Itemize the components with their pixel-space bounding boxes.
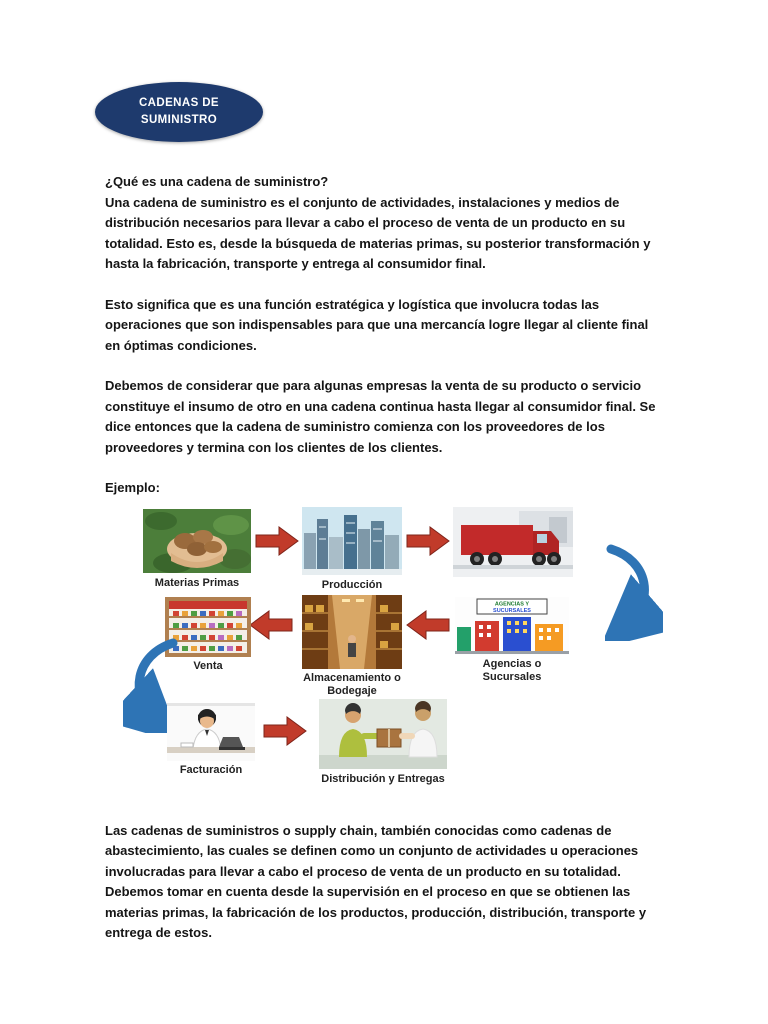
step-label-almacenamiento: Almacenamiento o Bodegaje bbox=[303, 671, 401, 697]
paragraph-definition: Una cadena de suministro es el conjunto de actividades, instalaciones y medios de distribución necesarios para llevar a cabo el proceso de venta de un producto en su totalidad. Esto es, desde la búsqueda de materias primas, su posterior transformación y hasta la fabricación, transporte y entrega al consumidor final. bbox=[105, 194, 651, 271]
example-label: Ejemplo: bbox=[105, 480, 160, 495]
title-badge-line2: SUMINISTRO bbox=[140, 114, 218, 126]
step-label-venta: Venta bbox=[193, 659, 223, 672]
materias-primas-photo bbox=[143, 509, 251, 573]
paragraph-closing: Las cadenas de suministros o supply chain, también conocidas como cadenas de abastecimiento, las cuales se definen como un conjunto de actividades u operaciones involucradas para llevar a cabo el proceso de venta de un producto en su totalidad. Debemos tomar en cuenta desde la supervisión en el proceso en que se obtienen las materias primas, la fabricación de los productos, producción, distribución, transporte y entrega de estos. bbox=[105, 822, 647, 940]
step-label-materias: Materias Primas bbox=[154, 576, 240, 589]
supply-chain-diagram bbox=[123, 507, 663, 797]
step-label-distribucion: Distribución y Entregas bbox=[321, 772, 445, 785]
step-label-agencias: Agencias o Sucursales bbox=[482, 657, 542, 683]
step-label-produccion: Producción bbox=[321, 578, 383, 591]
arrow-right-icon bbox=[263, 713, 307, 749]
almacenamiento-photo bbox=[302, 595, 402, 669]
facturacion-photo bbox=[167, 703, 255, 761]
distribucion-entregas-photo bbox=[319, 699, 447, 769]
agencias-sign-line1: AGENCIAS Y bbox=[494, 601, 530, 607]
produccion-photo bbox=[302, 507, 402, 575]
transporte-truck-photo bbox=[453, 507, 573, 577]
question-heading: ¿Qué es una cadena de suministro? bbox=[105, 174, 329, 189]
agencias-sucursales-photo bbox=[455, 597, 569, 655]
arrow-left-icon bbox=[406, 607, 450, 643]
arrow-right-icon bbox=[406, 523, 450, 559]
curved-arrow-down-right-icon bbox=[605, 541, 663, 641]
article-body bbox=[105, 172, 665, 964]
paragraph-consideracion: Debemos de considerar que para algunas empresas la venta de su producto o servicio constituye el insumo de otro en una cadena continua hasta llegar al consumidor final. Se dice entonces que la cadena de suministro comienza con los proveedores de los proveedores y termina con los clientes de los clientes. bbox=[105, 378, 656, 455]
title-badge bbox=[95, 82, 263, 142]
title-badge-line1: CADENAS DE bbox=[138, 97, 220, 109]
arrow-right-icon bbox=[255, 523, 299, 559]
agencias-sign-line2: SUCURSALES bbox=[493, 607, 531, 614]
arrow-left-icon bbox=[249, 607, 293, 643]
paragraph-funcion: Esto significa que es una función estratégica y logística que involucra todas las operaciones que son indispensables para que una mercancía logre llegar al cliente final en óptimas condiciones. bbox=[105, 296, 649, 353]
step-label-facturacion: Facturación bbox=[179, 763, 243, 776]
